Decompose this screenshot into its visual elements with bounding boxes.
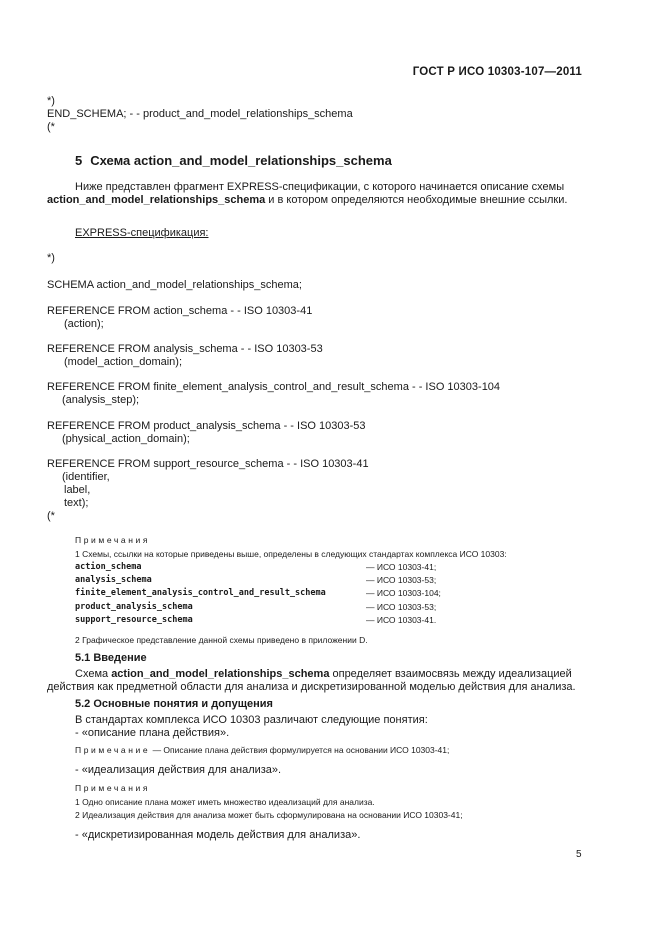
paragraph-line: действия как предметной области для анализа и дискретизированной моделью действия для анализа. [47,681,576,693]
code-line: (* [47,510,55,522]
ref-standard: — ИСО 10303-41. [366,615,437,625]
ref-standard: — ИСО 10303-53; [366,602,437,612]
code-line: (physical_action_domain); [62,433,190,445]
intro-line-1: Ниже представлен фрагмент EXPRESS-спецификации, с которого начинается описание схемы [75,181,565,193]
code-line: REFERENCE FROM finite_element_analysis_control_and_result_schema - - ISO 10303-104 [47,381,501,393]
ref-schema: finite_element_analysis_control_and_result_schema [75,588,326,598]
code-line: label, [64,484,91,496]
ref-schema: support_resource_schema [75,615,193,625]
note-1: 1 Схемы, ссылки на которые приведены выше, определены в следующих стандартах комплекса ИСО 10303: [75,549,507,559]
section-heading [75,153,392,168]
code-line: REFERENCE FROM support_resource_schema - - ISO 10303-41 [47,458,369,470]
note-label: Примечание [75,745,151,755]
code-line: REFERENCE FROM action_schema - - ISO 10303-41 [47,305,313,317]
note-2: 2 Идеализация действия для анализа может быть сформулирована на основании ИСО 10303-41; [75,810,463,820]
code-line: *) [47,252,55,264]
code-line: REFERENCE FROM analysis_schema - - ISO 10303-53 [47,343,323,355]
code-line: (* [47,121,55,133]
code-line: (analysis_step); [62,394,140,406]
code-line: SCHEMA action_and_model_relationships_schema; [47,279,302,291]
ref-standard: — ИСО 10303-104; [366,588,441,598]
bullet-item: - «идеализация действия для анализа». [75,764,282,776]
code-line: REFERENCE FROM product_analysis_schema - - ISO 10303-53 [47,420,366,432]
note-line: Примечание — Описание плана действия формулируется на основании ИСО 10303-41; [75,745,450,755]
ref-schema: action_schema [75,562,142,572]
schema-name: action_and_model_relationships_schema [47,194,266,206]
bullet-item: - «описание плана действия». [75,727,230,739]
express-label: EXPRESS-спецификация: [75,227,209,239]
code-line: (identifier, [62,471,110,483]
paragraph-line: В стандартах комплекса ИСО 10303 различают следующие понятия: [75,714,428,726]
paragraph-line: Схема action_and_model_relationships_schema определяет взаимосвязь между идеализацией [75,668,572,680]
bullet-item: - «дискретизированная модель действия для анализа». [75,829,361,841]
code-line: text); [64,497,89,509]
intro-line-2: action_and_model_relationships_schema и в котором определяются необходимые внешние ссылки. [47,194,568,206]
notes-heading: Примечания [75,535,151,545]
schema-name: action_and_model_relationships_schema [111,668,330,680]
ref-schema: product_analysis_schema [75,602,193,612]
section-number: 5 [75,153,83,168]
subsection-heading: 5.2 Основные понятия и допущения [75,698,273,710]
ref-standard: — ИСО 10303-41; [366,562,437,572]
code-line: END_SCHEMA; - - product_and_model_relationships_schema [47,108,353,120]
code-line: (action); [64,318,104,330]
subsection-heading: 5.1 Введение [75,652,147,664]
document-header: ГОСТ Р ИСО 10303-107—2011 [412,66,582,78]
ref-schema: analysis_schema [75,575,152,585]
note-1: 1 Одно описание плана может иметь множество идеализаций для анализа. [75,797,375,807]
notes-heading: Примечания [75,783,151,793]
page-number: 5 [576,849,582,860]
code-line: (model_action_domain); [64,356,183,368]
section-title: Схема action_and_model_relationships_schema [90,153,392,168]
ref-standard: — ИСО 10303-53; [366,575,437,585]
note-2: 2 Графическое представление данной схемы приведено в приложении D. [75,635,368,645]
code-line: *) [47,95,55,107]
